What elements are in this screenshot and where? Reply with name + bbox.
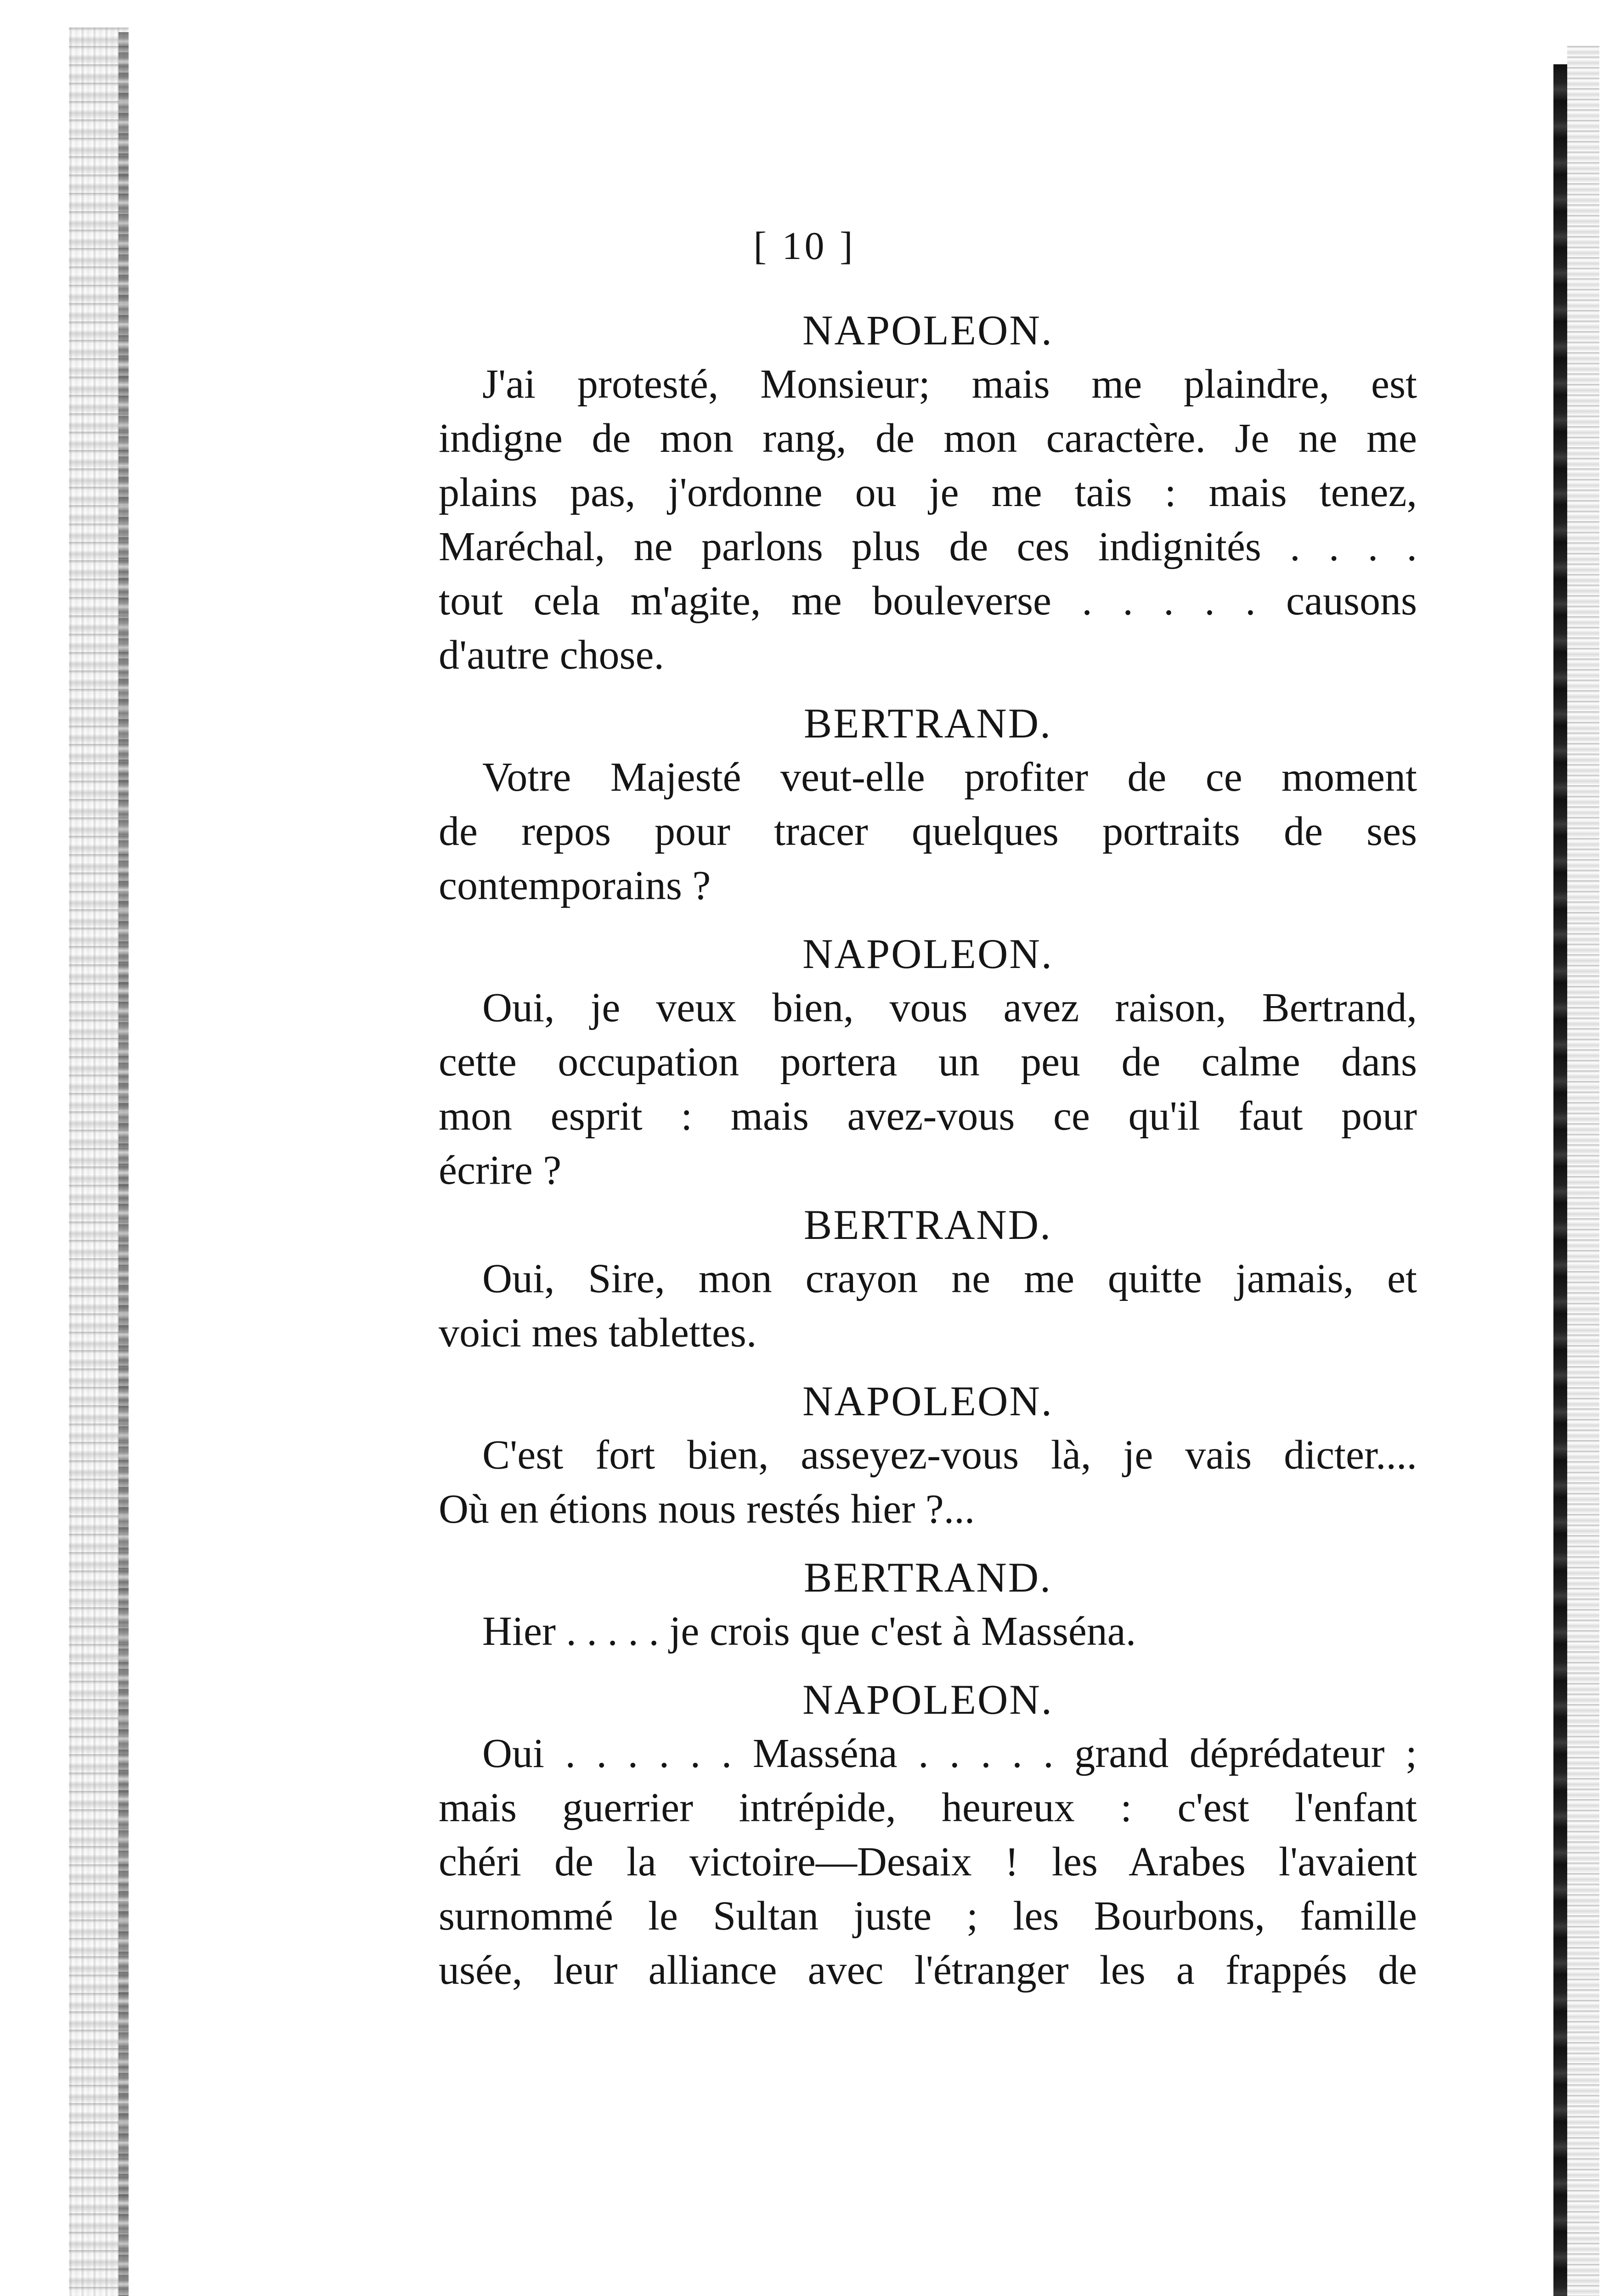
speaker-heading: BERTRAND.: [803, 1554, 1052, 1601]
speaker-heading: NAPOLEON.: [802, 307, 1053, 354]
text-line: Maréchal, ne parlons plus de ces indignités . . . .: [439, 524, 1417, 569]
text-line: voici mes tablettes.: [439, 1310, 757, 1356]
text-line: plains pas, j'ordonne ou je me tais : mais tenez,: [439, 470, 1417, 515]
page-edge-right: [1553, 64, 1567, 2296]
text-line: Oui . . . . . . Masséna . . . . . grand déprédateur ;: [482, 1731, 1417, 1776]
speaker-heading: NAPOLEON.: [802, 1378, 1053, 1424]
text-line: mon esprit : mais avez-vous ce qu'il faut pour: [439, 1093, 1417, 1139]
binding-edge-shadow: [119, 32, 129, 2296]
text-line: de repos pour tracer quelques portraits de ses: [439, 809, 1417, 854]
speaker-heading: BERTRAND.: [803, 1201, 1052, 1248]
speaker-heading: NAPOLEON.: [802, 930, 1053, 977]
text-line: mais guerrier intrépide, heureux : c'est l'enfant: [439, 1785, 1417, 1830]
page-edge-right-fuzz: [1567, 46, 1599, 2296]
text-line: surnommé le Sultan juste ; les Bourbons, famille: [439, 1893, 1417, 1939]
text-line: J'ai protesté, Monsieur; mais me plaindre, est: [482, 361, 1417, 407]
text-line: cette occupation portera un peu de calme dans: [439, 1039, 1417, 1085]
text-line: indigne de mon rang, de mon caractère. Je ne me: [439, 416, 1417, 461]
text-line: Où en étions nous restés hier ?...: [439, 1486, 975, 1532]
page-number: [ 10 ]: [753, 224, 856, 268]
play-text: [439, 303, 1417, 1998]
text-line: Oui, je veux bien, vous avez raison, Bertrand,: [482, 985, 1417, 1030]
text-line: tout cela m'agite, me bouleverse . . . . . causons: [439, 578, 1417, 624]
speaker-heading: BERTRAND.: [803, 700, 1052, 747]
text-line: C'est fort bien, asseyez-vous là, je vais dicter....: [482, 1432, 1417, 1478]
text-line: Hier . . . . . je crois que c'est à Masséna.: [482, 1609, 1136, 1654]
speaker-heading: NAPOLEON.: [802, 1676, 1053, 1723]
text-line: d'autre chose.: [439, 632, 665, 678]
text-line: Oui, Sire, mon crayon ne me quitte jamais, et: [482, 1256, 1417, 1301]
text-line: écrire ?: [439, 1148, 562, 1193]
text-line: usée, leur alliance avec l'étranger les a frappés de: [439, 1947, 1417, 1993]
text-line: chéri de la victoire—Desaix ! les Arabes l'avaient: [439, 1839, 1417, 1885]
text-line: Votre Majesté veut-elle profiter de ce moment: [482, 754, 1417, 800]
text-line: contemporains ?: [439, 863, 711, 908]
